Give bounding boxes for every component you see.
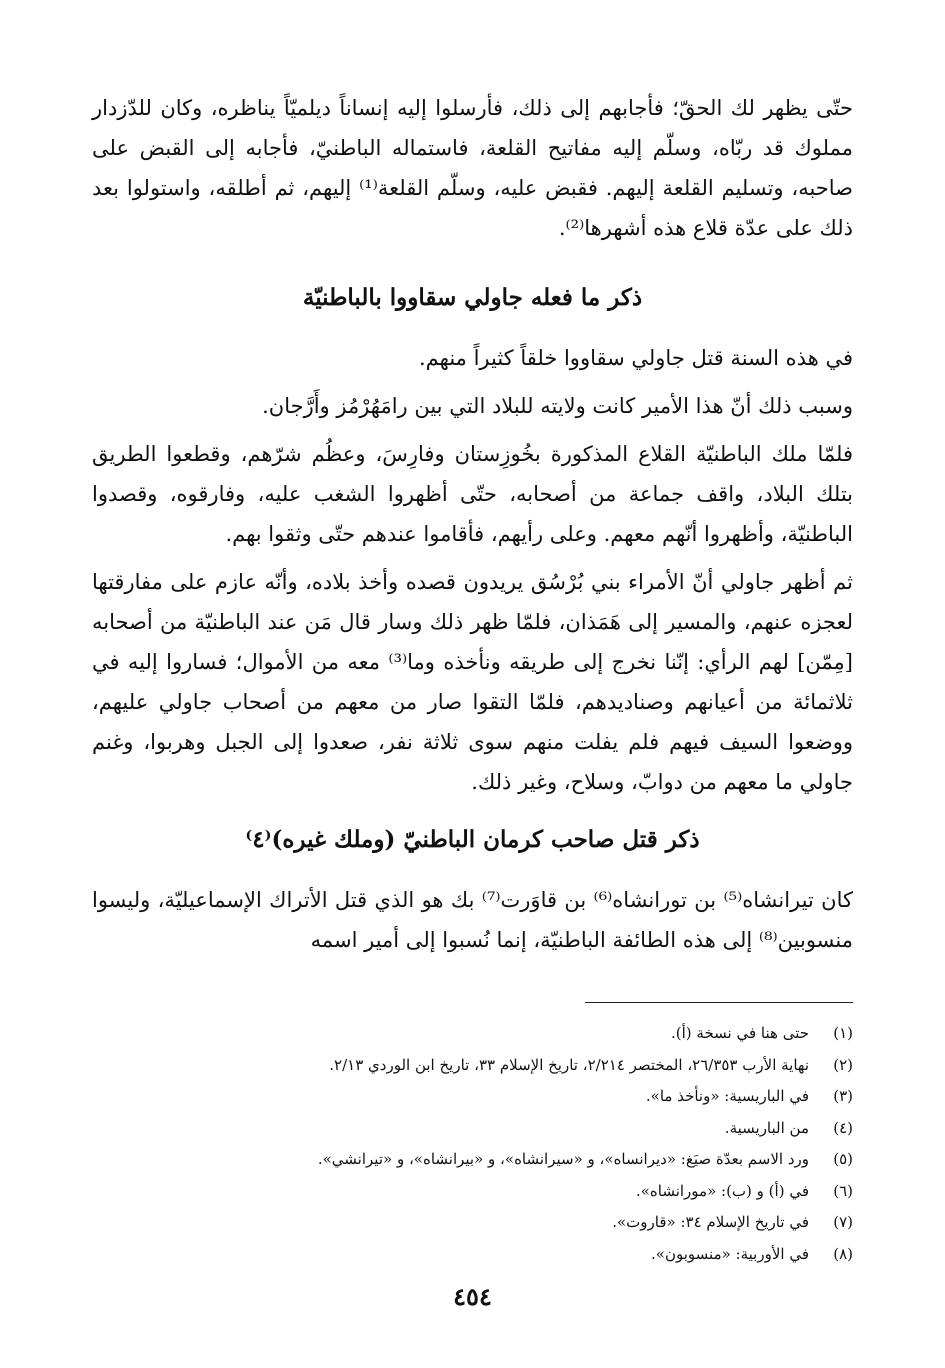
footnote-item	[92, 1207, 853, 1239]
page-body	[92, 88, 853, 968]
footnote-divider	[585, 1002, 853, 1003]
body-paragraph: فلمّا ملك الباطنيّة القلاع المذكورة بخُوزِستان وفارِسَ، وعظُم شرّهم، وقطعوا الطريق بتلك البلاد، واقف جماعة من أصحابه، حتّى أظهروا الشغب عليه، وفارقوه، وقصدوا الباطنيّة، وأظهروا أنّهم معهم. وعلى رأيهم، فأقاموا عندهم حتّى وثقوا بهم.	[92, 442, 853, 546]
body-paragraph: كان تيرانشاه⁽⁵⁾ بن تورانشاه⁽⁶⁾ بن قاوَرت⁽⁷⁾ بك هو الذي قتل الأتراك الإسماعيليّة، وليسوا منسوبين⁽⁸⁾ إلى هذه الطائفة الباطنيّة، إنما نُسبوا إلى أمير اسمه	[92, 888, 853, 952]
footnote-number: (٨)	[833, 1244, 853, 1263]
footnote-text: في (أ) و (ب): «مورانشاه».	[635, 1181, 809, 1200]
footnote-number: (٣)	[833, 1087, 853, 1105]
footnote-text: نهاية الأرب ٢٦/٣٥٣، المختصر ٢/٢١٤، تاريخ الإسلام ٣٣، تاريخ ابن الوردي ٢/١٣.	[329, 1055, 809, 1074]
body-paragraph: وسبب ذلك أنّ هذا الأمير كانت ولايته للبلاد التي بين رامَهُرْمُز وأَرَّجان.	[262, 394, 853, 418]
footnote-item	[92, 1050, 853, 1082]
footnote-number: (٢)	[833, 1055, 853, 1074]
body-paragraph: ثم أظهر جاولي أنّ الأمراء بني بُرْسُق يريدون قصده وأخذ بلاده، وأنّه عازم على مفارقتها لعجزه عنهم، والمسير إلى هَمَذان، فلمّا ظهر ذلك وسار قال مَن عند الباطنيّة من أصحابه [مِمّن] لهم الرأي: إنّنا نخرج إلى طريقه ونأخذه وما⁽³⁾ معه من الأموال؛ فساروا إليه في ثلاثمائة من أعيانهم وصناديدهم، فلمّا التقوا صار من معهم من أصحاب جاولي عليهم، ووضعوا السيف فيهم فلم يفلت منهم سوى ثلاثة نفر، صعدوا إلى الجبل وهربوا، وغنم جاولي ما معهم من دوابّ، وسلاح، وغير ذلك.	[92, 570, 853, 794]
footnote-number: (١)	[833, 1024, 853, 1042]
footnote-number: (٦)	[833, 1181, 853, 1200]
footnote-text: في تاريخ الإسلام ٣٤: «قاروت».	[612, 1213, 809, 1231]
footnote-text: ورد الاسم بعدّة صيَغ: «ديرانساه»، و «سيرانشاه»، و «بيرانشاه»، و «تيرانشي».	[317, 1150, 809, 1168]
footnote-number: (٤)	[833, 1118, 853, 1137]
footnote-item	[92, 1176, 853, 1208]
footnote-item	[92, 1018, 853, 1050]
footnote-item	[92, 1081, 853, 1113]
footnote-number: (٥)	[833, 1150, 853, 1168]
page-number: ٤٥٤	[453, 1282, 492, 1311]
section-heading: ذكر قتل صاحب كرمان الباطنيّ (وملك غيره)⁽٤⁾	[245, 826, 700, 853]
body-paragraph: حتّى يظهر لك الحقّ؛ فأجابهم إلى ذلك، فأرسلوا إليه إنساناً ديلميّاً يناظره، وكان للدّزدار مملوك قد ربّاه، وسلّم إليه مفاتيح القلعة، فاستماله الباطنيّ، فأجابه إلى القبض على صاحبه، وتسليم القلعة إليهم. فقبض عليه، وسلّم القلعة⁽¹⁾ إليهم، ثم أطلقه، واستولوا بعد ذلك على عدّة قلاع هذه أشهرها⁽²⁾.	[92, 96, 853, 240]
footnote-text: في الأوربية: «منسوبون».	[651, 1244, 809, 1263]
footnote-item	[92, 1239, 853, 1271]
section-heading: ذكر ما فعله جاولي سقاووا بالباطنيّة	[302, 284, 643, 311]
footnote-text: في الباريسية: «ونأخذ ما».	[645, 1087, 809, 1105]
footnotes	[92, 1018, 853, 1270]
footnote-item	[92, 1144, 853, 1176]
footnote-number: (٧)	[833, 1213, 853, 1231]
footnote-text: من الباريسية.	[724, 1118, 809, 1137]
body-paragraph: في هذه السنة قتل جاولي سقاووا خلقاً كثيراً منهم.	[418, 346, 853, 370]
footnote-text: حتى هنا في نسخة (أ).	[671, 1024, 809, 1042]
footnote-item	[92, 1113, 853, 1145]
